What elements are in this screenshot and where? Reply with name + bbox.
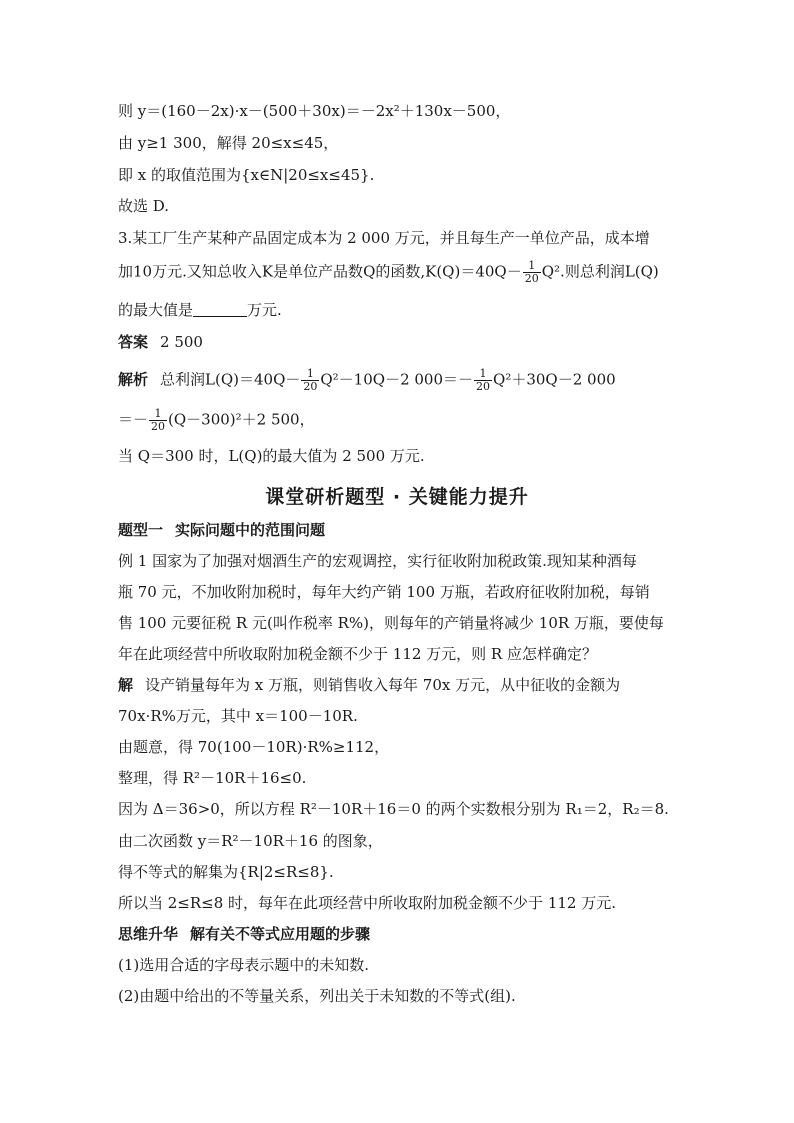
solution-line-7: 得不等式的解集为{R|2≤R≤8}. bbox=[118, 863, 334, 881]
answer-blank[interactable] bbox=[193, 302, 247, 317]
problem3-text-b: Q².则总利润L(Q) bbox=[541, 262, 659, 281]
fraction-1-20: $\frac{1}{20}$ bbox=[303, 367, 318, 393]
answer-label: 答案 bbox=[118, 333, 149, 351]
topic-line bbox=[118, 520, 325, 540]
summary-step-1: (1)选用合适的字母表示题中的未知数. bbox=[118, 956, 370, 974]
solution-line-1 bbox=[118, 675, 620, 695]
analysis-text-e: (Q－300)²＋2 500， bbox=[168, 410, 315, 429]
summary-heading bbox=[118, 924, 370, 944]
analysis-label: 解析 bbox=[118, 370, 149, 389]
solution-line-5: 因为 Δ＝36>0，所以方程 R²－10R＋16＝0 的两个实数根分别为 R₁＝2，R₂＝8. bbox=[118, 800, 669, 818]
solution-line-4: 整理，得 R²－10R＋16≤0. bbox=[118, 769, 307, 787]
example1-line-1: 例 1 国家为了加强对烟酒生产的宏观调控，实行征收附加税政策.现知某种酒每 bbox=[118, 552, 637, 570]
prev-solution-line-3: 即 x 的取值范围为{x∈N|20≤x≤45}. bbox=[118, 166, 375, 184]
fraction-1-20: $\frac{1}{20}$ bbox=[476, 367, 491, 393]
example1-line-3: 售 100 元要征税 R 元(叫作税率 R%)，则每年的产销量将减少 10R 万瓶，要使每 bbox=[118, 614, 664, 632]
prev-answer-line: 故选 D. bbox=[118, 197, 170, 215]
analysis-text-c: Q²＋30Q－2 000 bbox=[493, 370, 616, 389]
answer-value: 2 500 bbox=[160, 333, 203, 351]
problem3-line-2 bbox=[118, 260, 659, 285]
problem3-text-c: 的最大值是 bbox=[118, 301, 194, 319]
problem3-line-1: 3.某工厂生产某种产品固定成本为 2 000 万元，并且每生产一单位产品，成本增 bbox=[118, 229, 650, 247]
analysis-text-d: ＝－ bbox=[118, 410, 149, 429]
problem3-text-d: 万元. bbox=[247, 301, 282, 319]
topic-label: 题型一 bbox=[118, 521, 164, 539]
example1-line-2: 瓶 70 元，不加收附加税时，每年大约产销 100 万瓶，若政府征收附加税，每销 bbox=[118, 583, 650, 601]
fraction-denominator: 20 bbox=[524, 272, 539, 285]
analysis-text-b: Q²－10Q－2 000＝－ bbox=[320, 370, 474, 389]
solution-label: 解 bbox=[118, 676, 134, 694]
solution-line-2: 70x·R%万元，其中 x＝100－10R. bbox=[118, 707, 358, 725]
section-heading: 课堂研析题型 · 关键能力提升 bbox=[265, 486, 529, 508]
solution-line-8: 所以当 2≤R≤8 时，每年在此项经营中所收取附加税金额不少于 112 万元. bbox=[118, 894, 616, 912]
topic-title: 实际问题中的范围问题 bbox=[175, 521, 326, 539]
summary-title: 解有关不等式应用题的步骤 bbox=[190, 925, 371, 943]
fraction-numerator: 1 bbox=[523, 260, 541, 273]
analysis-line-1 bbox=[118, 368, 616, 393]
prev-solution-line-2: 由 y≥1 300，解得 20≤x≤45， bbox=[118, 134, 339, 152]
analysis-text-a: 总利润L(Q)＝40Q－ bbox=[160, 370, 301, 389]
fraction-1-20 bbox=[523, 260, 541, 285]
summary-step-2: (2)由题中给出的不等量关系，列出关于未知数的不等式(组). bbox=[118, 987, 516, 1005]
example1-line-4: 年在此项经营中所收取附加税金额不少于 112 万元，则 R 应怎样确定？ bbox=[118, 645, 597, 663]
problem3-line-3 bbox=[118, 300, 282, 320]
solution-text-1: 设产销量每年为 x 万瓶，则销售收入每年 70x 万元，从中征收的金额为 bbox=[145, 676, 621, 694]
analysis-line-2 bbox=[118, 408, 315, 433]
solution-line-6: 由二次函数 y＝R²－10R＋16 的图象， bbox=[118, 832, 383, 850]
prev-solution-line-1: 则 y＝(160－2x)·x－(500＋30x)＝－2x²＋130x－500， bbox=[118, 102, 511, 120]
fraction-1-20: $\frac{1}{20}$ bbox=[151, 407, 166, 433]
solution-line-3: 由题意，得 70(100－10R)·R%≥112， bbox=[118, 738, 390, 756]
summary-label: 思维升华 bbox=[118, 925, 179, 943]
problem3-text-a: 加10万元.又知总收入K是单位产品数Q的函数,K(Q)＝40Q－ bbox=[118, 262, 522, 281]
conclusion-line: 当 Q＝300 时，L(Q)的最大值为 2 500 万元. bbox=[118, 447, 425, 465]
answer-line bbox=[118, 332, 203, 352]
